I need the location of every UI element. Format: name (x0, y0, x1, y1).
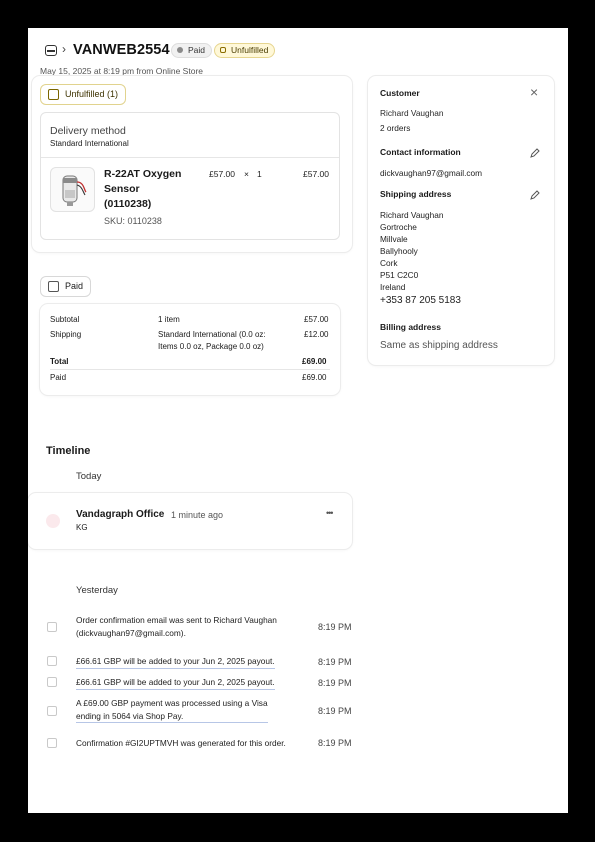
product-title-line1: R-22AT Oxygen (104, 168, 182, 180)
customer-phone: +353 87 205 5183 (380, 295, 461, 306)
customer-orders-link[interactable]: 2 orders (380, 123, 411, 133)
yesterday-label: Yesterday (76, 585, 118, 596)
paid-amount: £69.00 (302, 373, 327, 382)
oxygen-sensor-image (51, 168, 95, 212)
comment-time: 1 minute ago (171, 510, 224, 520)
paid-pill-label: Paid (65, 281, 84, 291)
customer-heading: Customer (380, 88, 420, 98)
line-total: £57.00 (303, 169, 329, 179)
fulfillment-card (32, 76, 352, 252)
divider (50, 369, 330, 370)
subtotal-label: Subtotal (50, 315, 80, 324)
timeline-event (76, 614, 277, 639)
product-title-line2: Sensor (104, 183, 140, 195)
timeline-event-link[interactable] (76, 697, 268, 723)
event-time: 8:19 PM (318, 678, 352, 688)
product-title[interactable] (104, 167, 181, 212)
order-number-title: VANWEB2554 (73, 42, 170, 58)
delivery-method-value: Standard International (50, 139, 129, 148)
orders-inbox-icon[interactable] (45, 45, 57, 56)
event-checkbox-icon (47, 738, 57, 748)
subtotal-amount: £57.00 (304, 315, 329, 324)
times-symbol: × (244, 169, 249, 179)
paid-label: Paid (50, 373, 67, 382)
quantity: 1 (257, 169, 262, 179)
timeline-title: Timeline (46, 445, 91, 457)
event-checkbox-icon (47, 622, 57, 632)
order-page (28, 28, 568, 813)
comment-avatar (46, 514, 60, 528)
timeline-comment-card (28, 493, 352, 549)
billing-address-value: Same as shipping address (380, 340, 498, 351)
timeline-event-link[interactable]: £66.61 GBP will be added to your Jun 2, 2025 payout. (76, 655, 275, 669)
timeline-event: Confirmation #GI2UPTMVH was generated for this order. (76, 738, 286, 748)
close-icon[interactable]: × (530, 84, 539, 100)
breadcrumb-chevron-icon: › (62, 42, 66, 56)
paid-badge-label: Paid (188, 45, 206, 55)
total-label: Total (50, 357, 69, 366)
payment-summary-card (40, 304, 340, 395)
address-line: Gortroche (380, 222, 417, 232)
edit-contact-pencil-icon[interactable] (530, 148, 540, 158)
shipping-desc: Standard International (0.0 oz: (158, 330, 266, 339)
event-time: 8:19 PM (318, 738, 352, 748)
event-line1: A £69.00 GBP payment was processed using a Visa (76, 698, 268, 708)
unfulfilled-box-icon (48, 89, 59, 100)
delivery-method-label: Delivery method (50, 125, 126, 137)
address-line: Cork (380, 258, 398, 268)
contact-heading: Contact information (380, 147, 461, 157)
comment-text: KG (76, 523, 88, 532)
divider (41, 157, 339, 158)
contact-email-link[interactable]: dickvaughan97@gmail.com (380, 168, 483, 178)
unfulfilled-pill-label: Unfulfilled (1) (65, 89, 119, 99)
event-line2: (dickvaughan97@gmail.com). (76, 627, 186, 638)
unfulfilled-dot-icon (220, 47, 226, 53)
event-line1: Order confirmation email was sent to Richard Vaughan (76, 615, 277, 625)
timeline-event-link[interactable]: £66.61 GBP will be added to your Jun 2, 2025 payout. (76, 676, 275, 690)
shipping-amount: £12.00 (304, 330, 329, 339)
event-time: 8:19 PM (318, 657, 352, 667)
unfulfilled-pill (40, 84, 126, 105)
address-line: Richard Vaughan (380, 210, 444, 220)
total-amount: £69.00 (302, 357, 327, 366)
fulfillment-inner (40, 112, 340, 240)
event-time: 8:19 PM (318, 706, 352, 716)
product-sku: SKU: 0110238 (104, 216, 162, 226)
address-line: P51 C2C0 (380, 270, 419, 280)
paid-pill (40, 276, 91, 297)
comment-author: Vandagraph Office (76, 509, 165, 520)
order-subtitle: May 15, 2025 at 8:19 pm from Online Store (40, 66, 204, 76)
paid-status-badge (171, 43, 212, 58)
subtotal-desc: 1 item (158, 315, 180, 324)
paid-dot-icon (177, 47, 183, 53)
product-thumbnail[interactable] (50, 167, 95, 212)
event-checkbox-icon (47, 677, 57, 687)
edit-shipping-pencil-icon[interactable] (530, 190, 540, 200)
event-time: 8:19 PM (318, 622, 352, 632)
unfulfilled-status-badge (214, 43, 275, 58)
customer-card (368, 76, 554, 365)
shipping-address-heading: Shipping address (380, 189, 452, 199)
address-line: Millvale (380, 234, 408, 244)
more-actions-icon[interactable]: ••• (326, 508, 333, 518)
address-line: Ballyhooly (380, 246, 418, 256)
customer-name-link[interactable]: Richard Vaughan (380, 108, 444, 118)
unit-price: £57.00 (209, 169, 235, 179)
unfulfilled-badge-label: Unfulfilled (231, 45, 269, 55)
shipping-label: Shipping (50, 330, 82, 339)
address-line: Ireland (380, 282, 406, 292)
event-checkbox-icon (47, 706, 57, 716)
billing-address-heading: Billing address (380, 322, 441, 332)
event-checkbox-icon (47, 656, 57, 666)
today-label: Today (76, 471, 102, 482)
product-title-line3: (0110238) (104, 198, 152, 210)
paid-check-icon (48, 281, 59, 292)
event-line2: ending in 5064 via Shop Pay. (76, 710, 184, 721)
shipping-desc-2: Items 0.0 oz, Package 0.0 oz) (158, 342, 264, 351)
